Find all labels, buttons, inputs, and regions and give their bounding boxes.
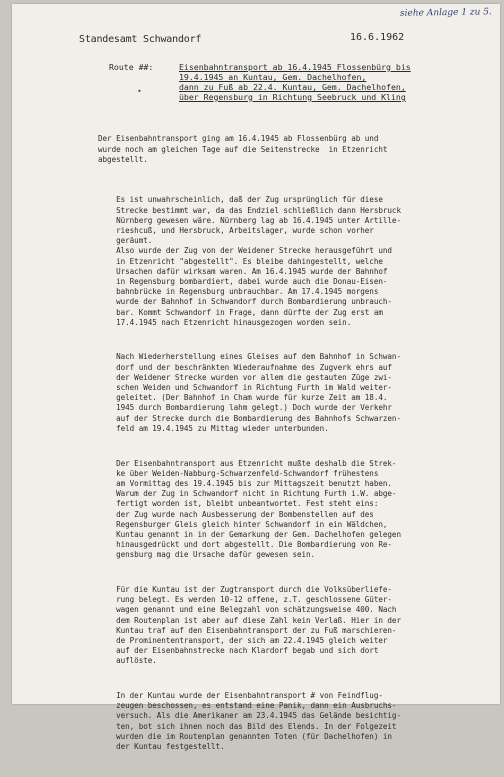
registry-office-title: Standesamt Schwandorf bbox=[79, 34, 202, 45]
route-line-3: dann zu Fuß ab 22.4. Kuntau, Gem. Dachelhofen, bbox=[179, 82, 406, 92]
document-page bbox=[12, 4, 500, 751]
route-line-4: über Regensburg in Richtung Seebruck und Kling bbox=[179, 92, 406, 102]
paragraph-4: Der Eisenbahntransport aus Etzenricht mußte deshalb die Strek- ke über Weiden-Nabburg-Schwarzenfeld-Schwandorf frühestens am Vormittag des 19.4.1945 bis zur Mittagszeit benutzt haben. Warum der Zug in Schwandorf nicht in Richtung Furth i.W. abge- fertigt worden ist, bleibt unbeantwortet. Fest steht eins: der Zug wurde nach Ausbesserung der Bombenstellen auf des Regensburger Gleis gleich hinter Schwandorf in ein Wäldchen, Kuntau genannt in in der Gemarkung der Gem. Dachelhofen gelegen hinausgedrückt und dort abgestellt. Die Bombardierung von Re- gensburg mag die Ursache dafür gewesen sein. bbox=[116, 458, 401, 560]
route-line-2: 19.4.1945 an Kuntau, Gem. Dachelhofen, bbox=[179, 72, 367, 82]
route-line-1: Eisenbahntransport ab 16.4.1945 Flossenbürg bis bbox=[179, 62, 411, 72]
paragraph-3: Nach Wiederherstellung eines Gleises auf dem Bahnhof in Schwan- dorf und der beschränkten Wiederaufnahme des Zugverk ehrs auf der Weidener Strecke wurden vor allem die gestauten Züge zwi- schen Weiden und Schwandorf in Richtung Furth im Wald weiter- geleitet. (Der Bahnhof in Cham wurde für kurze Zeit am 18.4. 1945 durch Bombardierung lahm gelegt.) Doch wurde der Verkehr auf der Strecke durch die Bombardierung des Bahnhofs Schwarzen- feld am 19.4.1945 zu Mittag wieder unterbunden. bbox=[116, 352, 401, 433]
document-date: 16.6.1962 bbox=[350, 32, 405, 43]
paragraph-1: Der Eisenbahntransport ging am 16.4.1945 ab Flossenbürg ab und wurde noch am gleichen Tage auf die Seitenstrecke in Etzenricht abgestellt. bbox=[98, 134, 388, 164]
route-block bbox=[109, 62, 411, 102]
bullet-mark: • bbox=[137, 87, 142, 96]
paragraph-6: In der Kuntau wurde der Eisenbahntransport # von Feindflug- zeugen beschossen, es entstand eine Panik, dann ein Ausbruchs- versuch. Als die Amerikaner am 23.4.1945 das Gelände besichtig- ten, bot sich ihnen noch das Bild des Elends. In der Folgezeit wurden die im Routenplan genannten Toten (für Dachelhofen) in der Kuntau festgestellt. bbox=[116, 690, 401, 751]
document-body bbox=[98, 114, 504, 777]
paragraph-2: Es ist unwahrscheinlich, daß der Zug ursprünglich für diese Strecke bestimmt war, da das Endziel schließlich dann Hersbruck Nürnberg gewesen wäre. Nürnberg lag ab 16.4.1945 unter Artille- rieshcuß, und Hersbruck, Arbeitslager, wurde schon vorher geräumt. Also wurde der Zug von der Weidener Strecke herausgeführt und in Etzenricht "abgestellt". Es bleibe dahingestellt, welche Ursachen dafür wirksam waren. Am 16.4.1945 wurde der Bahnhof in Regensburg bombardiert, dabei wurde auch die Donau-Eisen- bahnbrücke in Regensburg unbrauchbar. Am 17.4.1945 morgens wurde der Bahnhof in Schwandorf durch Bombardierung unbrauch- bar. Kommt Schwandorf in Frage, dann dürfte der Zug erst am 17.4.1945 nach Etzenricht hinausgezogen worden sein. bbox=[116, 195, 401, 327]
handwritten-annotation: siehe Anlage 1 zu 5. bbox=[399, 7, 492, 19]
paragraph-5: Für die Kuntau ist der Zugtransport durch die Volksüberliefe- rung belegt. Es werden 10-12 offene, z.T. geschlossene Güter- wagen genannt und eine Belegzahl von schätzungsweise 400. Nach dem Routenplan ist aber auf diese Zahl kein Verlaß. Hier in der Kuntau traf auf den Eisenbahntransport der zu Fuß marschieren- de Prominententransport, der sich am 22.4.1945 gleich weiter auf der Eisenbahnstrecke nach Klardorf begab und sich dort auflöste. bbox=[116, 584, 401, 666]
route-label: Route ##: bbox=[109, 62, 154, 72]
